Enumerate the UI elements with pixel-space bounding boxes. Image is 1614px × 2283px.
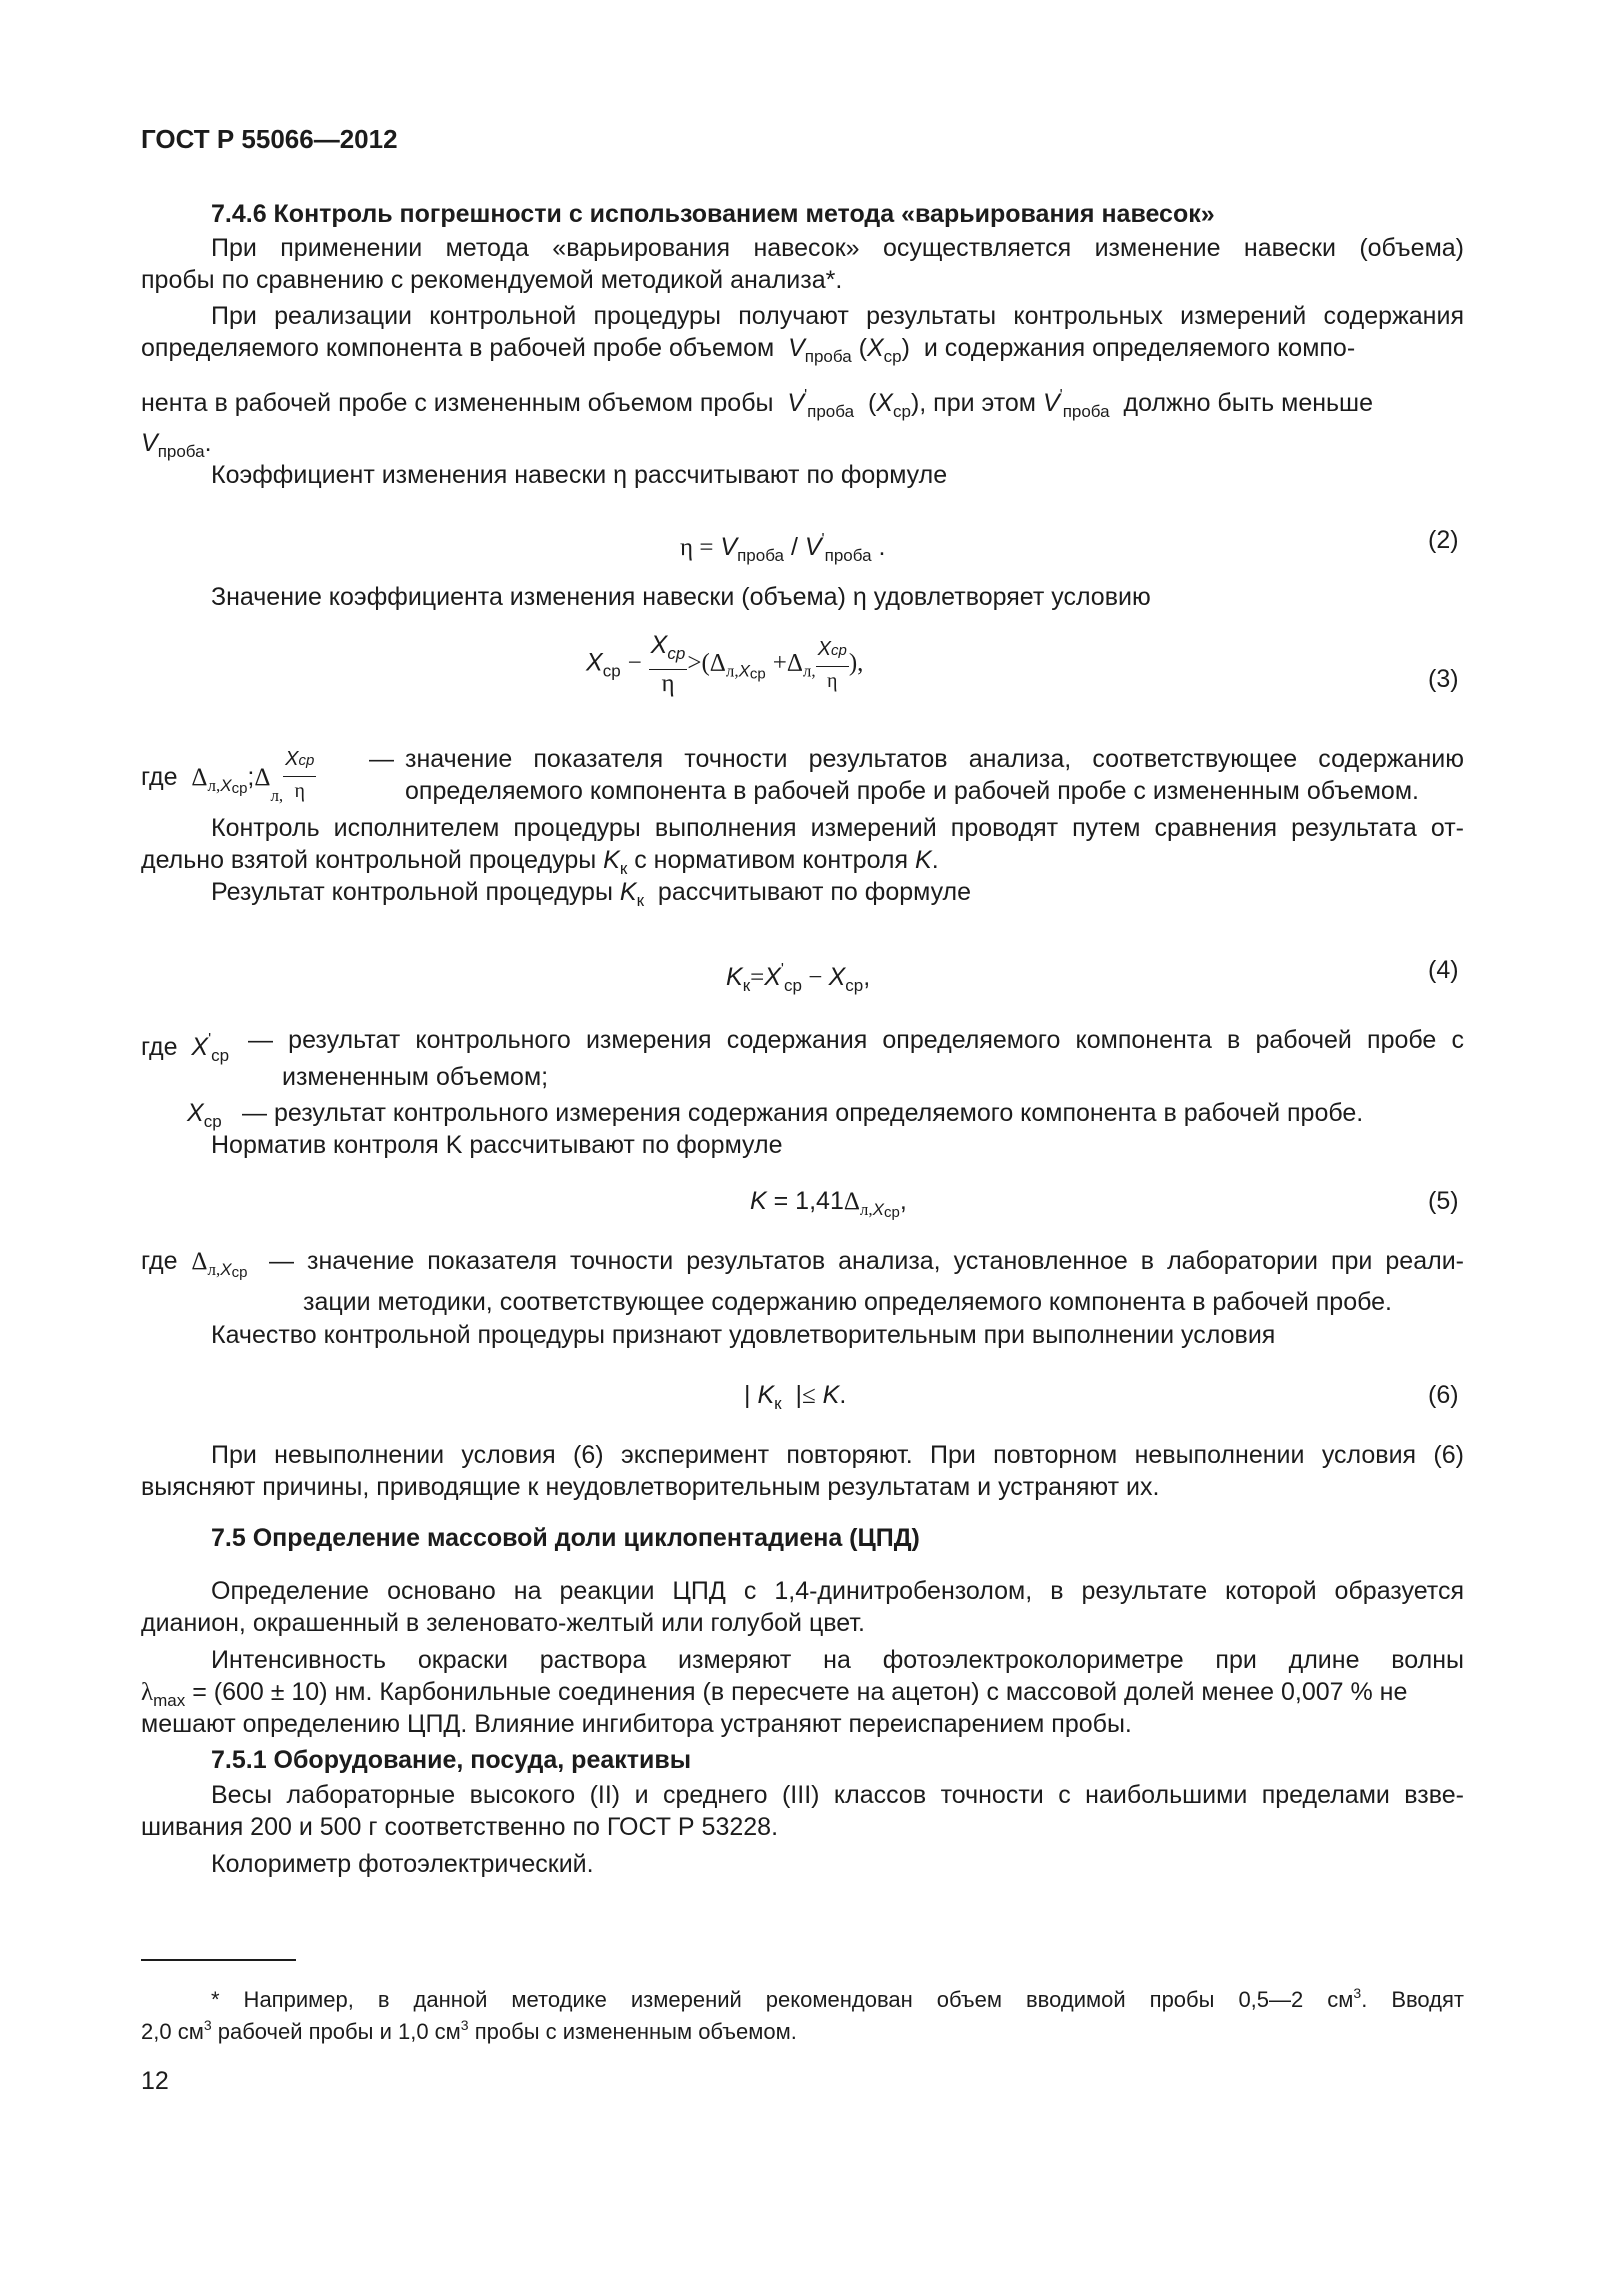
where-5-line1: — значение показателя точности результатов анализа, установленное в лаборатории при реали- <box>269 1247 1464 1275</box>
equation-6-number: (6) <box>1428 1381 1459 1409</box>
section-7-5-title: 7.5 Определение массовой доли циклопентадиена (ЦПД) <box>211 1524 920 1552</box>
para-746-2-line1: При реализации контрольной процедуры получают результаты контрольных измерений содержания <box>211 302 1464 330</box>
where-3-line2: определяемого компонента в рабочей пробе и рабочей пробе с измененным объемом. <box>405 777 1419 805</box>
where-3-label: где $\Delta_{л,Xср};\Delta_{л,}$ $\frac{\text{Xср}}{\eta}$ <box>141 744 316 811</box>
para-75-2-line2: $\lambda_{max} = (600 \pm 10)$ нм. Карбонильные соединения (в пересчете на ацетон) с массовой долей менее 0,007 % не <box>141 1678 1408 1710</box>
equation-3-number: (3) <box>1428 665 1459 693</box>
para-75-2-line1: Интенсивность окраски раствора измеряют на фотоэлектроколориметре при длине волны <box>211 1646 1464 1674</box>
standard-id-header: ГОСТ Р 55066—2012 <box>141 124 398 154</box>
where-4-sym2: $X_{ср}$ <box>187 1099 222 1131</box>
equation-2: $\eta = V_{проба} / V'_{проба}$ . <box>680 531 886 565</box>
equation-3: $X_{ср}$ − $\frac{X_{ср}}{\eta}$ $>(\Delta_{л,Xср} +\Delta_{л,}$ $\frac{\text{Xср}}{\eta}$ ), <box>586 631 864 697</box>
para-751-2: Колориметр фотоэлектрический. <box>211 1850 594 1878</box>
equation-6: | $K_к$ |≤ K. <box>744 1381 847 1413</box>
footnote-line2: 2,0 $см^3$ рабочей пробы и 1,0 $см^3$ пробы с измененным объемом. <box>141 2017 797 2044</box>
footnote-separator <box>141 1959 296 1961</box>
where-4-line1: — результат контрольного измерения содержания определяемого компонента в рабочей пробе с <box>248 1026 1464 1054</box>
para-746-1-line1: При применении метода «варьирования навесок» осуществляется изменение навески (объема) <box>211 234 1464 262</box>
section-7-4-6-title: 7.4.6 Контроль погрешности с использованием метода «варьирования навесок» <box>211 200 1215 228</box>
para-751-1-line1: Весы лабораторные высокого (II) и среднего (III) классов точности с наибольшими пределами взве- <box>211 1781 1464 1809</box>
para-746-2-line3: нента в рабочей пробе с измененным объемом пробы $V'_{проба}$ $(X_{ср})$, при этом $V'_{проба}$ должно быть меньше <box>141 387 1374 421</box>
para-75-1-line1: Определение основано на реакции ЦПД с 1,4-динитробензолом, в результате которой образуется <box>211 1577 1464 1605</box>
para-751-1-line2: шивания 200 и 500 г соответственно по ГОСТ Р 53228. <box>141 1813 779 1841</box>
where-4-label: где $X'_{ср}$ <box>141 1031 230 1065</box>
para-746-4: Значение коэффициента изменения навески (объема) η удовлетворяет условию <box>211 583 1151 611</box>
equation-2-number: (2) <box>1428 526 1459 554</box>
para-746-2-line4: $V_{проба}$. <box>141 429 212 461</box>
para-746-9-line1: При невыполнении условия (6) эксперимент повторяют. При повторном невыполнении условия (6) <box>211 1441 1464 1469</box>
section-7-5-1-title: 7.5.1 Оборудование, посуда, реактивы <box>211 1746 692 1774</box>
para-746-9-line2: выясняют причины, приводящие к неудовлетворительным результатам и устраняют их. <box>141 1473 1160 1501</box>
equation-4-number: (4) <box>1428 956 1459 984</box>
equation-5-number: (5) <box>1428 1187 1459 1215</box>
where-3-line1: значение показателя точности результатов анализа, соответствующее содержанию <box>405 745 1464 773</box>
para-746-3: Коэффициент изменения навески η рассчитывают по формуле <box>211 461 948 489</box>
para-746-8: Качество контрольной процедуры признают удовлетворительным при выполнении условия <box>211 1321 1276 1349</box>
where-4-line3: — результат контрольного измерения содержания определяемого компонента в рабочей пробе. <box>242 1099 1364 1127</box>
para-746-6: Результат контрольной процедуры $K_к$ рассчитывают по формуле <box>211 878 972 910</box>
para-746-5-line1: Контроль исполнителем процедуры выполнения измерений проводят путем сравнения результата от- <box>211 814 1464 842</box>
equation-4: $K_к=X'_{ср} - X_{ср}$, <box>726 961 871 995</box>
footnote-line1: * Например, в данной методике измерений рекомендован объем вводимой пробы 0,5—2 $см^3$. Вводят <box>211 1985 1465 2012</box>
para-75-2-line3: мешают определению ЦПД. Влияние ингибитора устраняют переиспарением пробы. <box>141 1710 1132 1738</box>
para-746-1-line2: пробы по сравнению с рекомендуемой методикой анализа*. <box>141 266 843 294</box>
para-746-5-line2: дельно взятой контрольной процедуры $K_к$ с нормативом контроля K. <box>141 846 939 878</box>
equation-5: $K = 1,41\Delta_{л,Xср}$, <box>750 1187 907 1221</box>
where-3-dash: — <box>369 745 394 773</box>
where-5-label: где $\Delta_{л,Xср}$ <box>141 1247 248 1281</box>
where-4-line2: измененным объемом; <box>282 1063 549 1091</box>
para-746-7: Норматив контроля K рассчитывают по формуле <box>211 1131 783 1159</box>
para-75-1-line2: дианион, окрашенный в зеленовато-желтый или голубой цвет. <box>141 1609 865 1637</box>
page-number: 12 <box>141 2067 169 2095</box>
where-5-line2: зации методики, соответствующее содержанию определяемого компонента в рабочей пробе. <box>303 1288 1392 1316</box>
para-746-2-line2: определяемого компонента в рабочей пробе объемом $V_{проба}$ $(X_{ср})$ и содержания определяемого компо- <box>141 334 1356 366</box>
